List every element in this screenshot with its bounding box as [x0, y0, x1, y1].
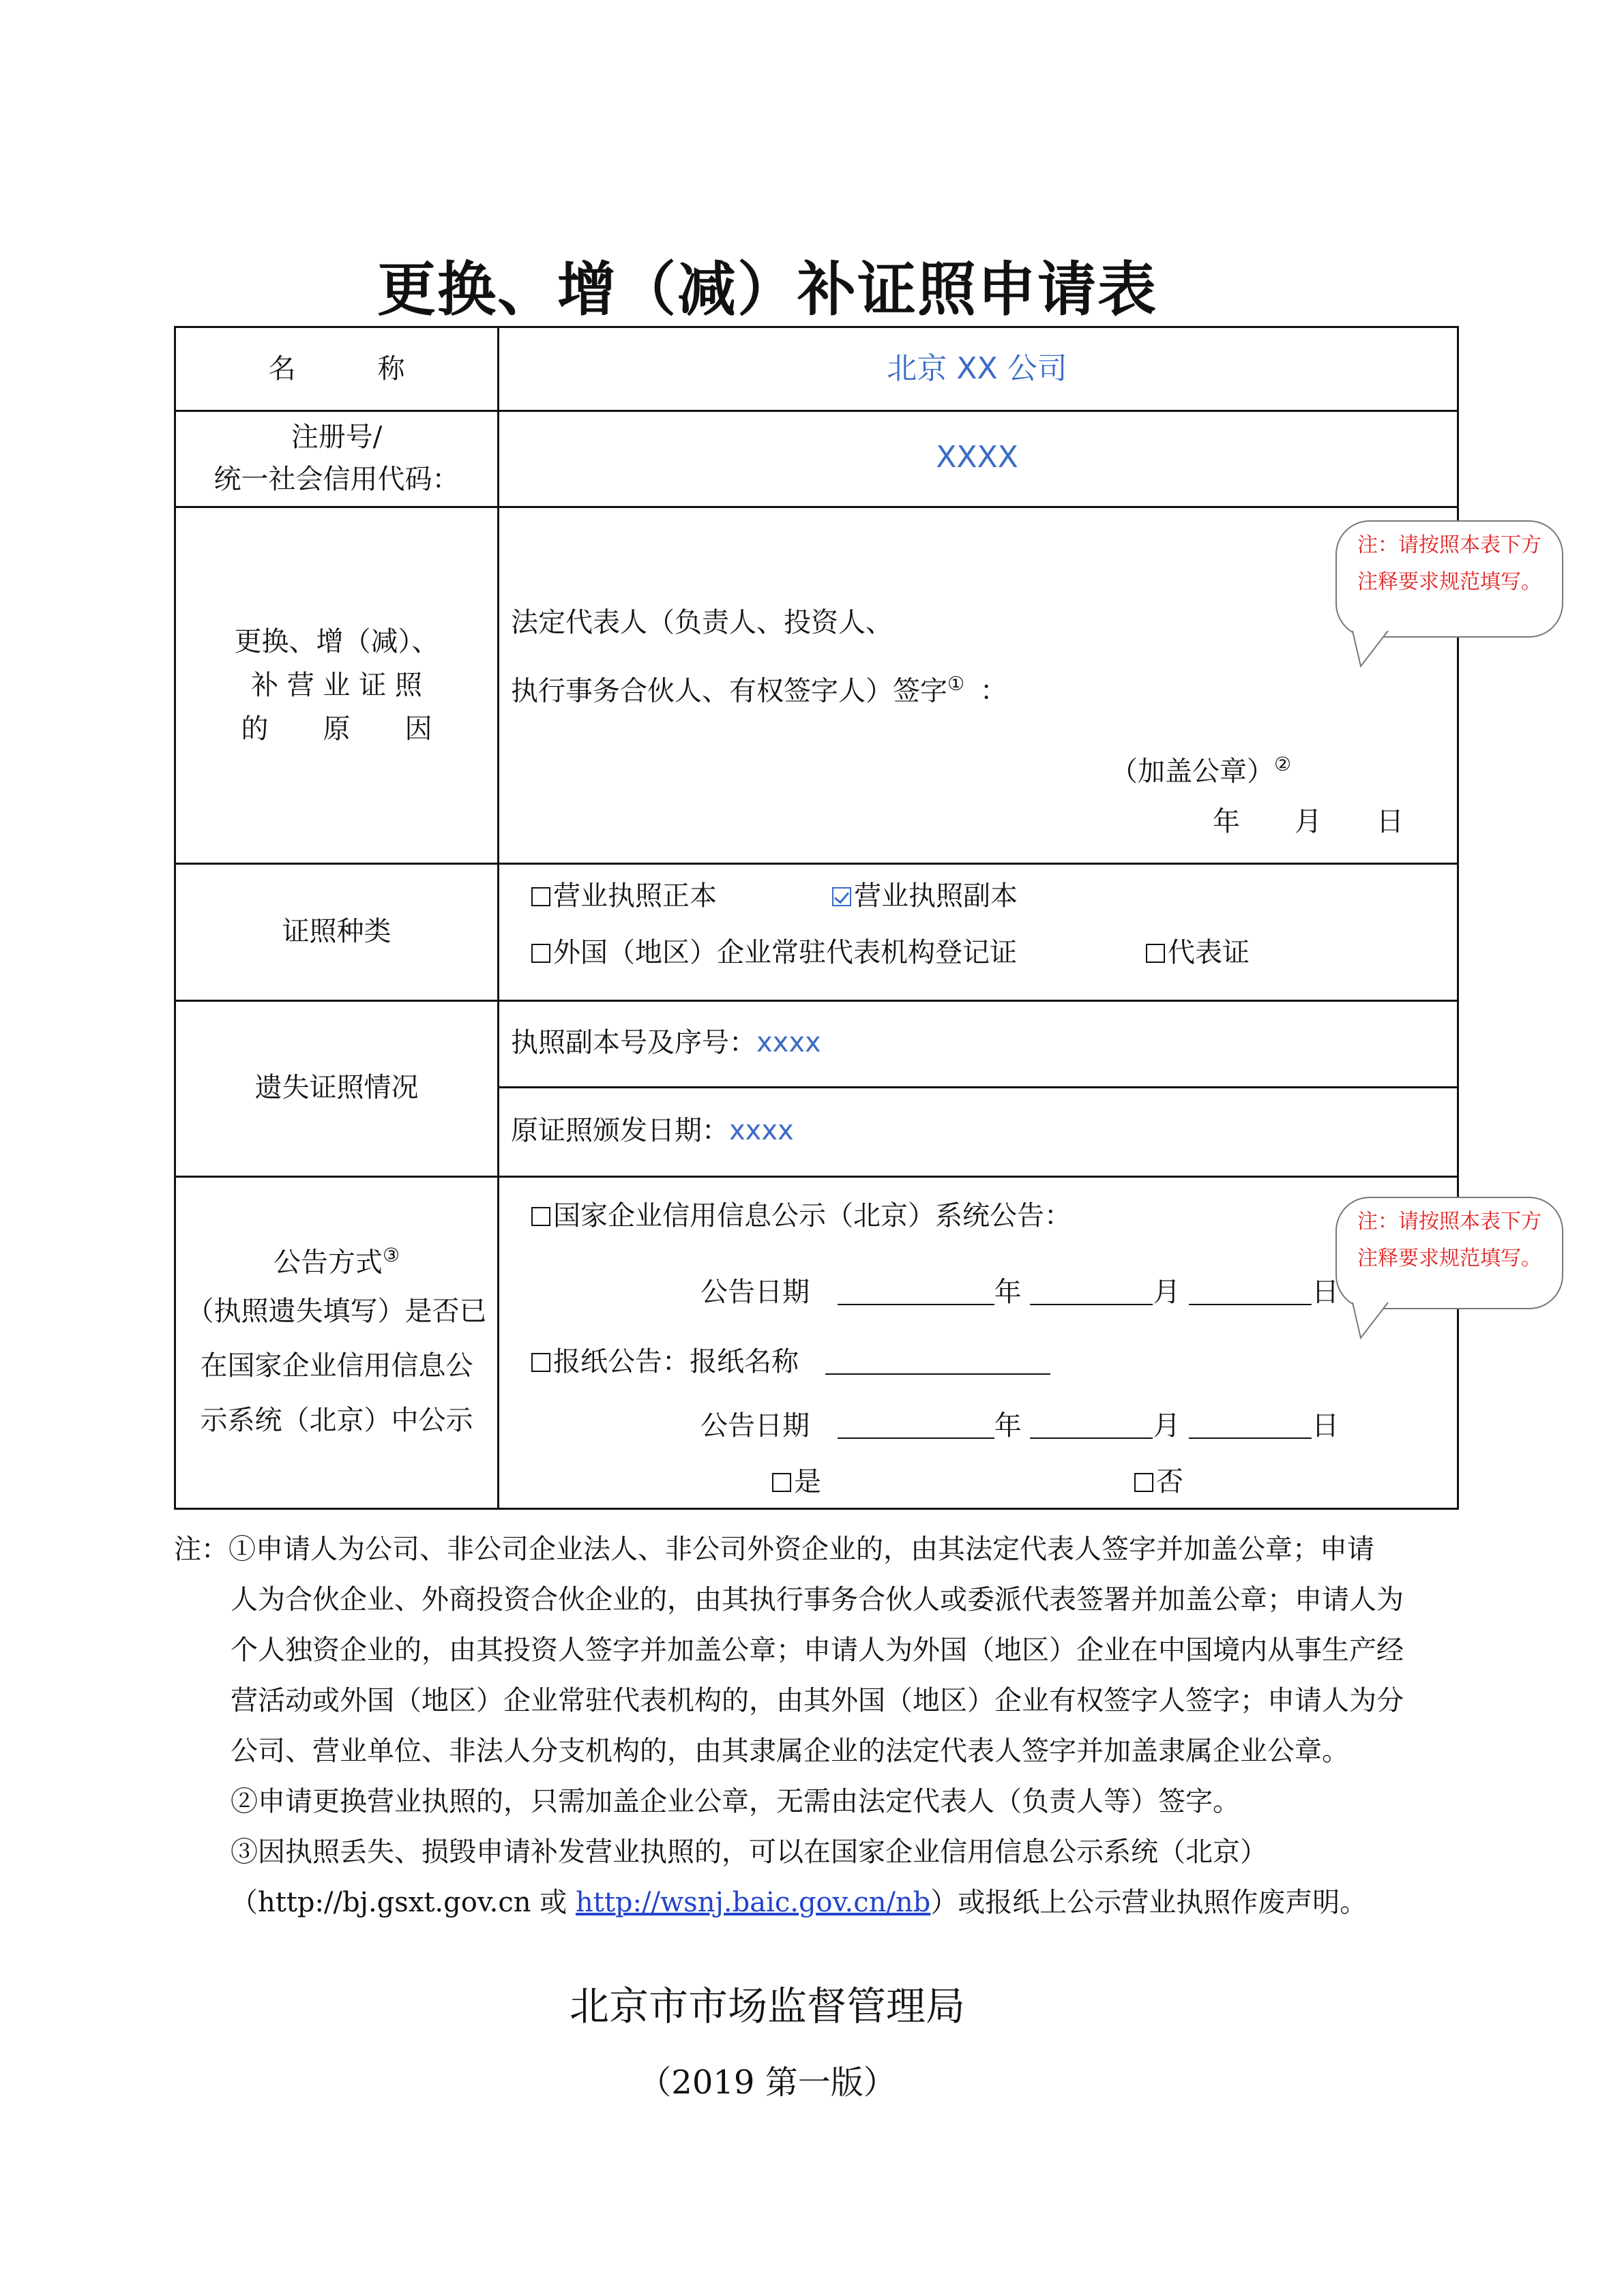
wsnj-link[interactable]: http://wsnj.baic.gov.cn/nb: [576, 1887, 931, 1918]
checkbox-representative-card[interactable]: [1146, 944, 1165, 963]
callout-tail-icon: [1347, 631, 1395, 672]
option-no[interactable]: 否: [1134, 1461, 1183, 1502]
year-blank[interactable]: [838, 1277, 994, 1305]
option-newspaper-announcement[interactable]: 报纸公告：报纸名称: [531, 1341, 1050, 1382]
row-divider: [176, 410, 1457, 412]
note-line-3: 个人独资企业的，由其投资人签字并加盖公章；申请人为外国（地区）企业在中国境内从事生产经: [231, 1635, 1404, 1666]
row-divider: [176, 863, 1457, 865]
issue-date-value[interactable]: xxxx: [729, 1115, 794, 1146]
form-version: （2019 第一版）: [638, 2063, 896, 2102]
reason-label-line2: 补 营 业 证 照: [251, 670, 422, 701]
option-license-copy[interactable]: 营业执照副本: [832, 876, 1018, 916]
announce-label-line2: （执照遗失填写）是否已: [186, 1296, 487, 1327]
company-name-value[interactable]: 北京 XX 公司: [887, 351, 1067, 386]
instruction-callout-2: 注：请按照本表下方 注释要求规范填写。: [1335, 1197, 1563, 1309]
signature-label-line2: 执行事务合伙人、有权签字人）签字① ：: [511, 672, 1007, 707]
option-representative-card[interactable]: 代表证: [1146, 932, 1250, 973]
checkbox-license-original[interactable]: [531, 887, 550, 906]
copy-number-field[interactable]: 执照副本号及序号：xxxx: [511, 1027, 821, 1058]
announce-label-line4: 示系统（北京）中公示: [200, 1405, 473, 1436]
signature-label-line1: 法定代表人（负责人、投资人、: [511, 607, 893, 638]
day-blank[interactable]: [1189, 1277, 1312, 1305]
reason-label-line1: 更换、增（减）、: [234, 626, 439, 657]
page-title: 更换、增（减）补证照申请表: [377, 255, 1157, 324]
application-form: [174, 326, 1459, 1510]
reg-label-line1: 注册号/: [291, 421, 383, 453]
option-foreign-registration[interactable]: 外国（地区）企业常驻代表机构登记证: [531, 932, 1017, 973]
issue-date-field[interactable]: 原证照颁发日期：xxxx: [511, 1115, 794, 1146]
announce-label-line3: 在国家企业信用信息公: [200, 1350, 473, 1382]
note-3-line-1: ③因执照丢失、损毁申请补发营业执照的，可以在国家企业信用信息公示系统（北京）: [231, 1836, 1267, 1868]
column-divider: [497, 328, 499, 1508]
note-line-4: 营活动或外国（地区）企业常驻代表机构的，由其外国（地区）企业有权签字人签字；申请人为分: [231, 1685, 1404, 1716]
footnote-mark-3: ③: [382, 1244, 400, 1266]
copy-number-value[interactable]: xxxx: [756, 1027, 821, 1058]
checkbox-no[interactable]: [1134, 1473, 1153, 1492]
note-3-line-2: （http://bj.gsxt.gov.cn 或 http://wsnj.baic.gov.cn/nb）或报纸上公示营业执照作废声明。: [231, 1887, 1368, 1918]
credit-code-value[interactable]: XXXX: [936, 440, 1018, 475]
year-blank[interactable]: [838, 1410, 994, 1439]
option-yes[interactable]: 是: [772, 1461, 821, 1502]
checkbox-system-announcement[interactable]: [531, 1207, 550, 1226]
system-announce-date-row[interactable]: 公告日期 年 月 日: [700, 1277, 1340, 1308]
newspaper-name-blank[interactable]: [825, 1346, 1050, 1375]
issuing-authority: 北京市市场监督管理局: [569, 1983, 965, 2029]
option-license-original[interactable]: 营业执照正本: [531, 876, 717, 916]
row-divider: [176, 1000, 1457, 1002]
reg-label-line2: 统一社会信用代码：: [213, 464, 460, 495]
month-blank[interactable]: [1030, 1410, 1153, 1439]
note-line-5: 公司、营业单位、非法人分支机构的，由其隶属企业的法定代表人签字并加盖隶属企业公章。: [231, 1735, 1349, 1767]
note-2: ②申请更换营业执照的，只需加盖企业公章，无需由法定代表人（负责人等）签字。: [231, 1786, 1240, 1817]
name-label: 名 称: [268, 353, 405, 385]
license-type-label: 证照种类: [282, 916, 392, 947]
lost-license-label: 遗失证照情况: [254, 1072, 419, 1103]
checkbox-foreign-registration[interactable]: [531, 944, 550, 963]
day-blank[interactable]: [1189, 1410, 1312, 1439]
row-divider: [497, 1086, 1457, 1088]
instruction-callout-1: 注：请按照本表下方 注释要求规范填写。: [1335, 520, 1563, 638]
note-line-2: 人为合伙企业、外商投资合伙企业的，由其执行事务合伙人或委派代表签署并加盖公章；申请人为: [231, 1584, 1404, 1615]
checkbox-license-copy-checked[interactable]: [832, 887, 851, 906]
announce-label-line1: 公告方式③: [273, 1244, 400, 1279]
row-divider: [176, 506, 1457, 508]
month-blank[interactable]: [1030, 1277, 1153, 1305]
footnote-mark-1: ①: [947, 672, 965, 695]
newspaper-announce-date-row[interactable]: 公告日期 年 月 日: [700, 1410, 1340, 1442]
row-divider: [176, 1176, 1457, 1178]
callout-tail-icon: [1347, 1302, 1395, 1343]
reason-date: 年 月 日: [1213, 806, 1404, 837]
checkbox-newspaper-announcement[interactable]: [531, 1353, 550, 1372]
seal-label: （加盖公章）②: [1110, 753, 1292, 788]
footnote-mark-2: ②: [1274, 753, 1292, 775]
reason-label-line3: 的 原 因: [241, 713, 432, 745]
checkbox-yes[interactable]: [772, 1473, 791, 1492]
option-system-announcement[interactable]: 国家企业信用信息公示（北京）系统公告：: [531, 1195, 1072, 1236]
note-line-1: 注：①申请人为公司、非公司企业法人、非公司外资企业的，由其法定代表人签字并加盖公章；申请: [174, 1534, 1374, 1565]
